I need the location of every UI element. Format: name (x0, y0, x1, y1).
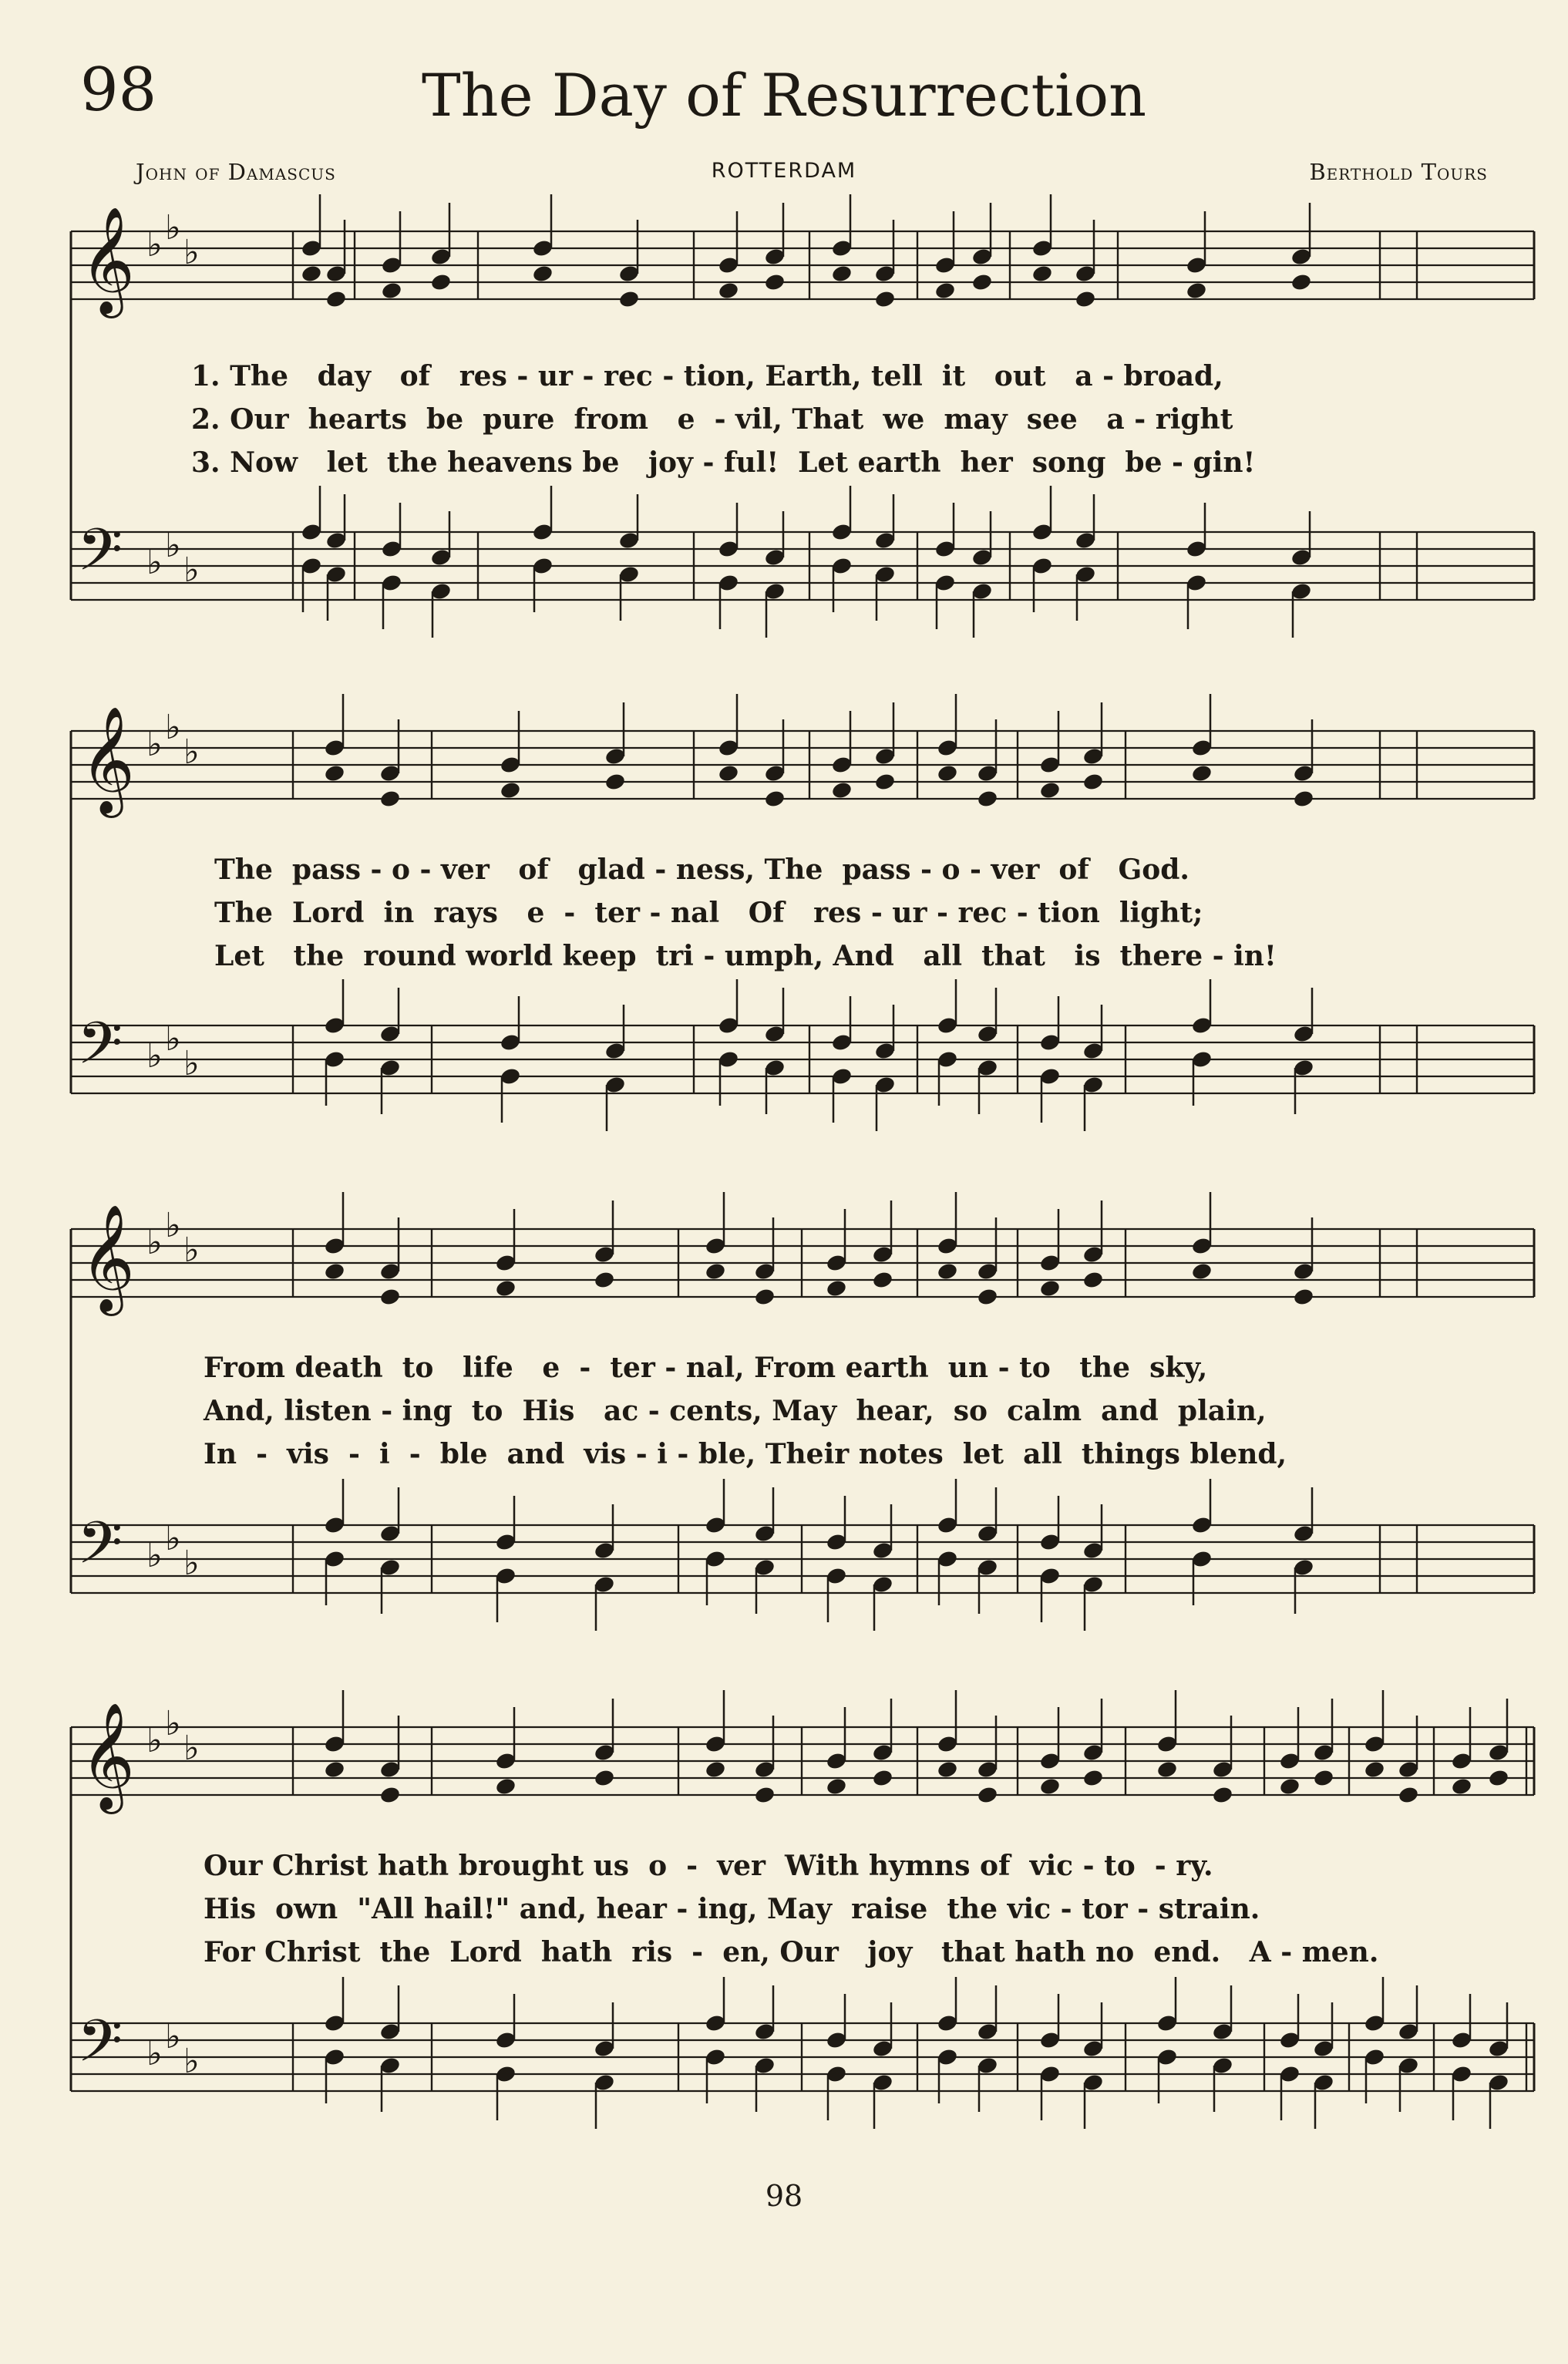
note-head (872, 1768, 894, 1787)
note-head (705, 1760, 727, 1779)
note-head (826, 1776, 848, 1796)
note-head (1039, 1776, 1062, 1796)
note-head (1031, 264, 1054, 283)
lyric-verse-1: From death to life e - ter - nal, From earth un - to the sky, (204, 1352, 1208, 1384)
note-head (495, 1278, 517, 1298)
note-head (1290, 272, 1313, 291)
note-head (934, 281, 957, 300)
hymn-number: 98 (80, 56, 157, 125)
note-head (594, 1270, 616, 1289)
note-head (1279, 1776, 1301, 1796)
note-head (379, 1785, 402, 1804)
flat-icon: ♭ (183, 551, 200, 590)
flat-icon: ♭ (165, 708, 181, 747)
note-head (1191, 763, 1213, 783)
note-head (324, 763, 346, 783)
note-head (872, 1270, 894, 1289)
note-head (325, 289, 348, 308)
composer-credit: Berthold Tours (1309, 159, 1488, 185)
note-head (718, 763, 740, 783)
note-head (831, 264, 853, 283)
note-head (1364, 1760, 1386, 1779)
note-head (764, 789, 786, 808)
hymn-title: The Day of Resurrection (421, 61, 1147, 130)
bass-clef-icon: 𝄢 (77, 516, 123, 598)
flat-icon: ♭ (183, 233, 200, 272)
bass-clef-icon: 𝄢 (77, 1009, 123, 1092)
lyric-verse-2: The Lord in rays e - ter - nal Of res - ur - rec - tion light; (214, 897, 1203, 929)
lyric-verse-3: In - vis - i - ble and vis - i - ble, Their notes let all things blend, (204, 1438, 1287, 1470)
lyric-verse-2: His own "All hail!" and, hear - ing, May raise the vic - tor - strain. (204, 1893, 1260, 1925)
note-head (1082, 1768, 1105, 1787)
note-head (1398, 1785, 1420, 1804)
note-head (618, 289, 641, 308)
note-head (379, 789, 402, 808)
treble-clef-icon: 𝄞 (80, 207, 135, 314)
flat-icon: ♭ (146, 1223, 163, 1262)
note-head (977, 1287, 999, 1306)
note-head (1039, 1278, 1062, 1298)
note-head (1293, 1287, 1315, 1306)
flat-icon: ♭ (183, 732, 200, 772)
flat-icon: ♭ (146, 725, 163, 764)
note-head (1191, 1261, 1213, 1281)
note-head (430, 272, 453, 291)
note-head (1451, 1776, 1473, 1796)
note-head (381, 281, 403, 300)
note-head (500, 780, 522, 800)
note-head (1082, 1270, 1105, 1289)
bass-clef-icon: 𝄢 (77, 2007, 123, 2090)
note-head (1186, 281, 1208, 300)
note-head (1212, 1785, 1234, 1804)
treble-clef-icon: 𝄞 (80, 1204, 135, 1312)
flat-icon: ♭ (146, 543, 163, 582)
note-head (971, 272, 994, 291)
flat-icon: ♭ (146, 1036, 163, 1076)
note-head (831, 780, 853, 800)
note-head (874, 289, 897, 308)
treble-clef-icon: 𝄞 (80, 706, 135, 813)
note-head (705, 1261, 727, 1281)
note-head (1075, 289, 1097, 308)
flat-icon: ♭ (165, 1019, 181, 1059)
flat-icon: ♭ (165, 2017, 181, 2056)
lyric-verse-1: Our Christ hath brought us o - ver With hymns of vic - to - ry. (204, 1850, 1213, 1882)
note-head (754, 1287, 776, 1306)
note-head (826, 1278, 848, 1298)
note-head (1293, 789, 1315, 808)
bass-clef-icon: 𝄢 (77, 1509, 123, 1591)
flat-icon: ♭ (146, 1536, 163, 1575)
flat-icon: ♭ (146, 2034, 163, 2073)
note-head (495, 1776, 517, 1796)
note-head (594, 1768, 616, 1787)
note-head (1156, 1760, 1179, 1779)
lyric-verse-2: And, listen - ing to His ac - cents, May hear, so calm and plain, (204, 1395, 1267, 1427)
note-head (1082, 772, 1105, 791)
page-number: 98 (765, 2179, 803, 2213)
lyric-verse-1: The pass - o - ver of glad - ness, The pass - o - ver of God. (214, 854, 1189, 886)
lyric-verse-1: 1. The day of res - ur - rec - tion, Earth, tell it out a - broad, (191, 360, 1223, 392)
note-head (324, 1760, 346, 1779)
note-head (937, 1261, 959, 1281)
note-head (604, 772, 627, 791)
note-head (754, 1785, 776, 1804)
flat-icon: ♭ (165, 526, 181, 565)
note-head (718, 281, 740, 300)
note-head (1039, 780, 1062, 800)
flat-icon: ♭ (183, 1231, 200, 1270)
flat-icon: ♭ (146, 225, 163, 264)
note-head (977, 1785, 999, 1804)
tune-name: ROTTERDAM (711, 159, 857, 183)
note-head (937, 1760, 959, 1779)
author-credit: John of Damascus (136, 159, 336, 185)
flat-icon: ♭ (165, 1519, 181, 1558)
lyric-verse-3: For Christ the Lord hath ris - en, Our joy that hath no end. A - men. (204, 1936, 1379, 1968)
note-head (379, 1287, 402, 1306)
note-head (1313, 1768, 1335, 1787)
flat-icon: ♭ (146, 1721, 163, 1760)
flat-icon: ♭ (183, 2042, 200, 2081)
lyric-verse-3: Let the round world keep tri - umph, And all that is there - in! (214, 940, 1277, 972)
flat-icon: ♭ (183, 1044, 200, 1083)
note-head (301, 264, 323, 283)
flat-icon: ♭ (165, 1206, 181, 1245)
flat-icon: ♭ (165, 208, 181, 248)
lyric-verse-2: 2. Our hearts be pure from e - vil, That we may see a - right (191, 403, 1233, 436)
flat-icon: ♭ (183, 1729, 200, 1768)
flat-icon: ♭ (165, 1704, 181, 1743)
note-head (764, 272, 786, 291)
note-head (937, 763, 959, 783)
note-head (324, 1261, 346, 1281)
lyric-verse-3: 3. Now let the heavens be joy - ful! Let earth her song be - gin! (191, 446, 1256, 479)
flat-icon: ♭ (183, 1544, 200, 1583)
note-head (977, 789, 999, 808)
note-head (1488, 1768, 1510, 1787)
note-head (874, 772, 897, 791)
treble-clef-icon: 𝄞 (80, 1702, 135, 1810)
note-head (532, 264, 554, 283)
